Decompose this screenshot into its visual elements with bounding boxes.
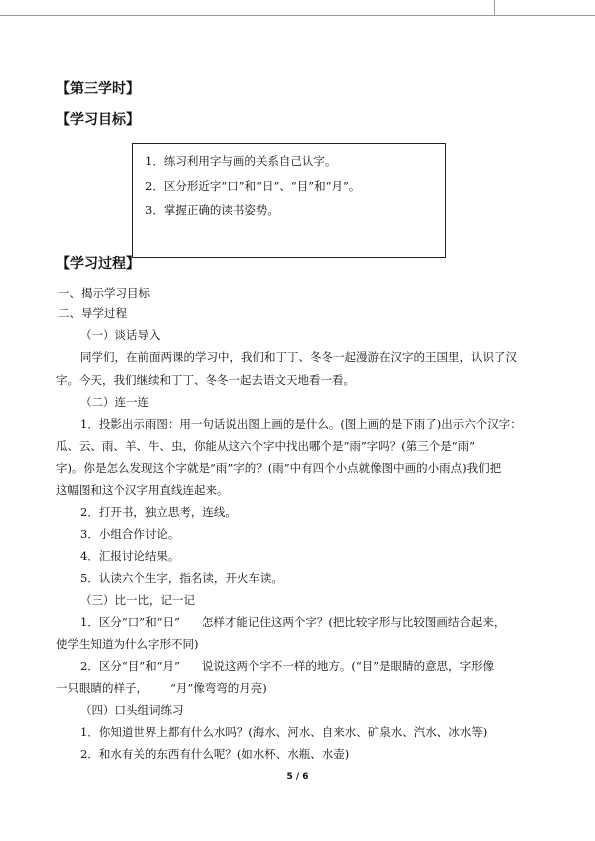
paragraph-line: 字。今天，我们继续和丁丁、冬冬一起去语文天地看一看。: [56, 373, 355, 387]
process-heading: 【学习过程】: [56, 256, 140, 272]
compare-label: 2．区分“目”和“月”: [80, 659, 180, 673]
section-title: 二、导学过程: [58, 306, 127, 320]
paragraph-line: 1．投影出示雨图：用一句话说出图上画的是什么。(图上画的是下雨了)出示六个汉字：: [80, 417, 522, 431]
paragraph-line: 同学们，在前面两课的学习中，我们和丁丁、冬冬一起漫游在汉字的王国里，认识了汉: [80, 350, 517, 364]
list-item: 1．你知道世界上都有什么水吗？(海水、河水、自来水、矿泉水、汽水、冰水等): [80, 725, 488, 739]
paragraph-line: [80, 659, 494, 673]
paragraph-line: [80, 615, 505, 629]
compare-text: 说说这两个字不一样的地方。(“目”是眼睛的意思，字形像: [201, 659, 495, 673]
goals-heading: 【学习目标】: [56, 112, 140, 128]
list-item: 5．认读六个生字，指名读，开火车读。: [80, 571, 283, 585]
paragraph-line: 字)。你是怎么发现这个字就是“雨”字的？(雨”中有四个小点就像图中画的小雨点)我们把: [56, 461, 502, 475]
subsection-title: （二）连一连: [80, 395, 149, 409]
goal-item: 2．区分形近字“口”和“日”、“目”和“月”。: [145, 179, 361, 193]
goal-item: 1．练习利用字与画的关系自己认字。: [145, 154, 337, 168]
paragraph-line: 这幅图和这个汉字用直线连起来。: [56, 483, 229, 497]
section-title: 一、揭示学习目标: [58, 286, 150, 300]
header-rule-tick: [494, 0, 495, 16]
page-number: 5 / 6: [286, 772, 309, 782]
subsection-title: （一）谈话导入: [80, 328, 161, 342]
paragraph-line: [56, 681, 267, 695]
paragraph-fragment: “月”像弯弯的月亮): [170, 681, 267, 695]
list-item: 2．打开书，独立思考，连线。: [80, 505, 237, 519]
list-item: 2．和水有关的东西有什么呢？(如水杯、水瓶、水壶): [80, 747, 350, 761]
goals-box: [132, 143, 446, 258]
subsection-title: （三）比一比，记一记: [80, 593, 195, 607]
paragraph-fragment: 一只眼睛的样子，: [56, 681, 148, 695]
header-rule: [0, 15, 595, 16]
paragraph-line: 瓜、云、雨、羊、牛、虫，你能从这六个字中找出哪个是“雨”字吗？(第三个是“雨”: [56, 439, 475, 453]
list-item: 4．汇报讨论结果。: [80, 549, 180, 563]
list-item: 3．小组合作讨论。: [80, 527, 180, 541]
period-heading: 【第三学时】: [56, 81, 140, 97]
compare-label: 1．区分“口”和“日”: [80, 615, 180, 629]
paragraph-line: 使学生知道为什么字形不同): [56, 637, 199, 651]
compare-text: 怎样才能记住这两个字？(把比较字形与比较图画结合起来，: [201, 615, 506, 629]
goal-item: 3．掌握正确的读书姿势。: [145, 203, 279, 217]
subsection-title: （四）口头组词练习: [80, 703, 184, 717]
